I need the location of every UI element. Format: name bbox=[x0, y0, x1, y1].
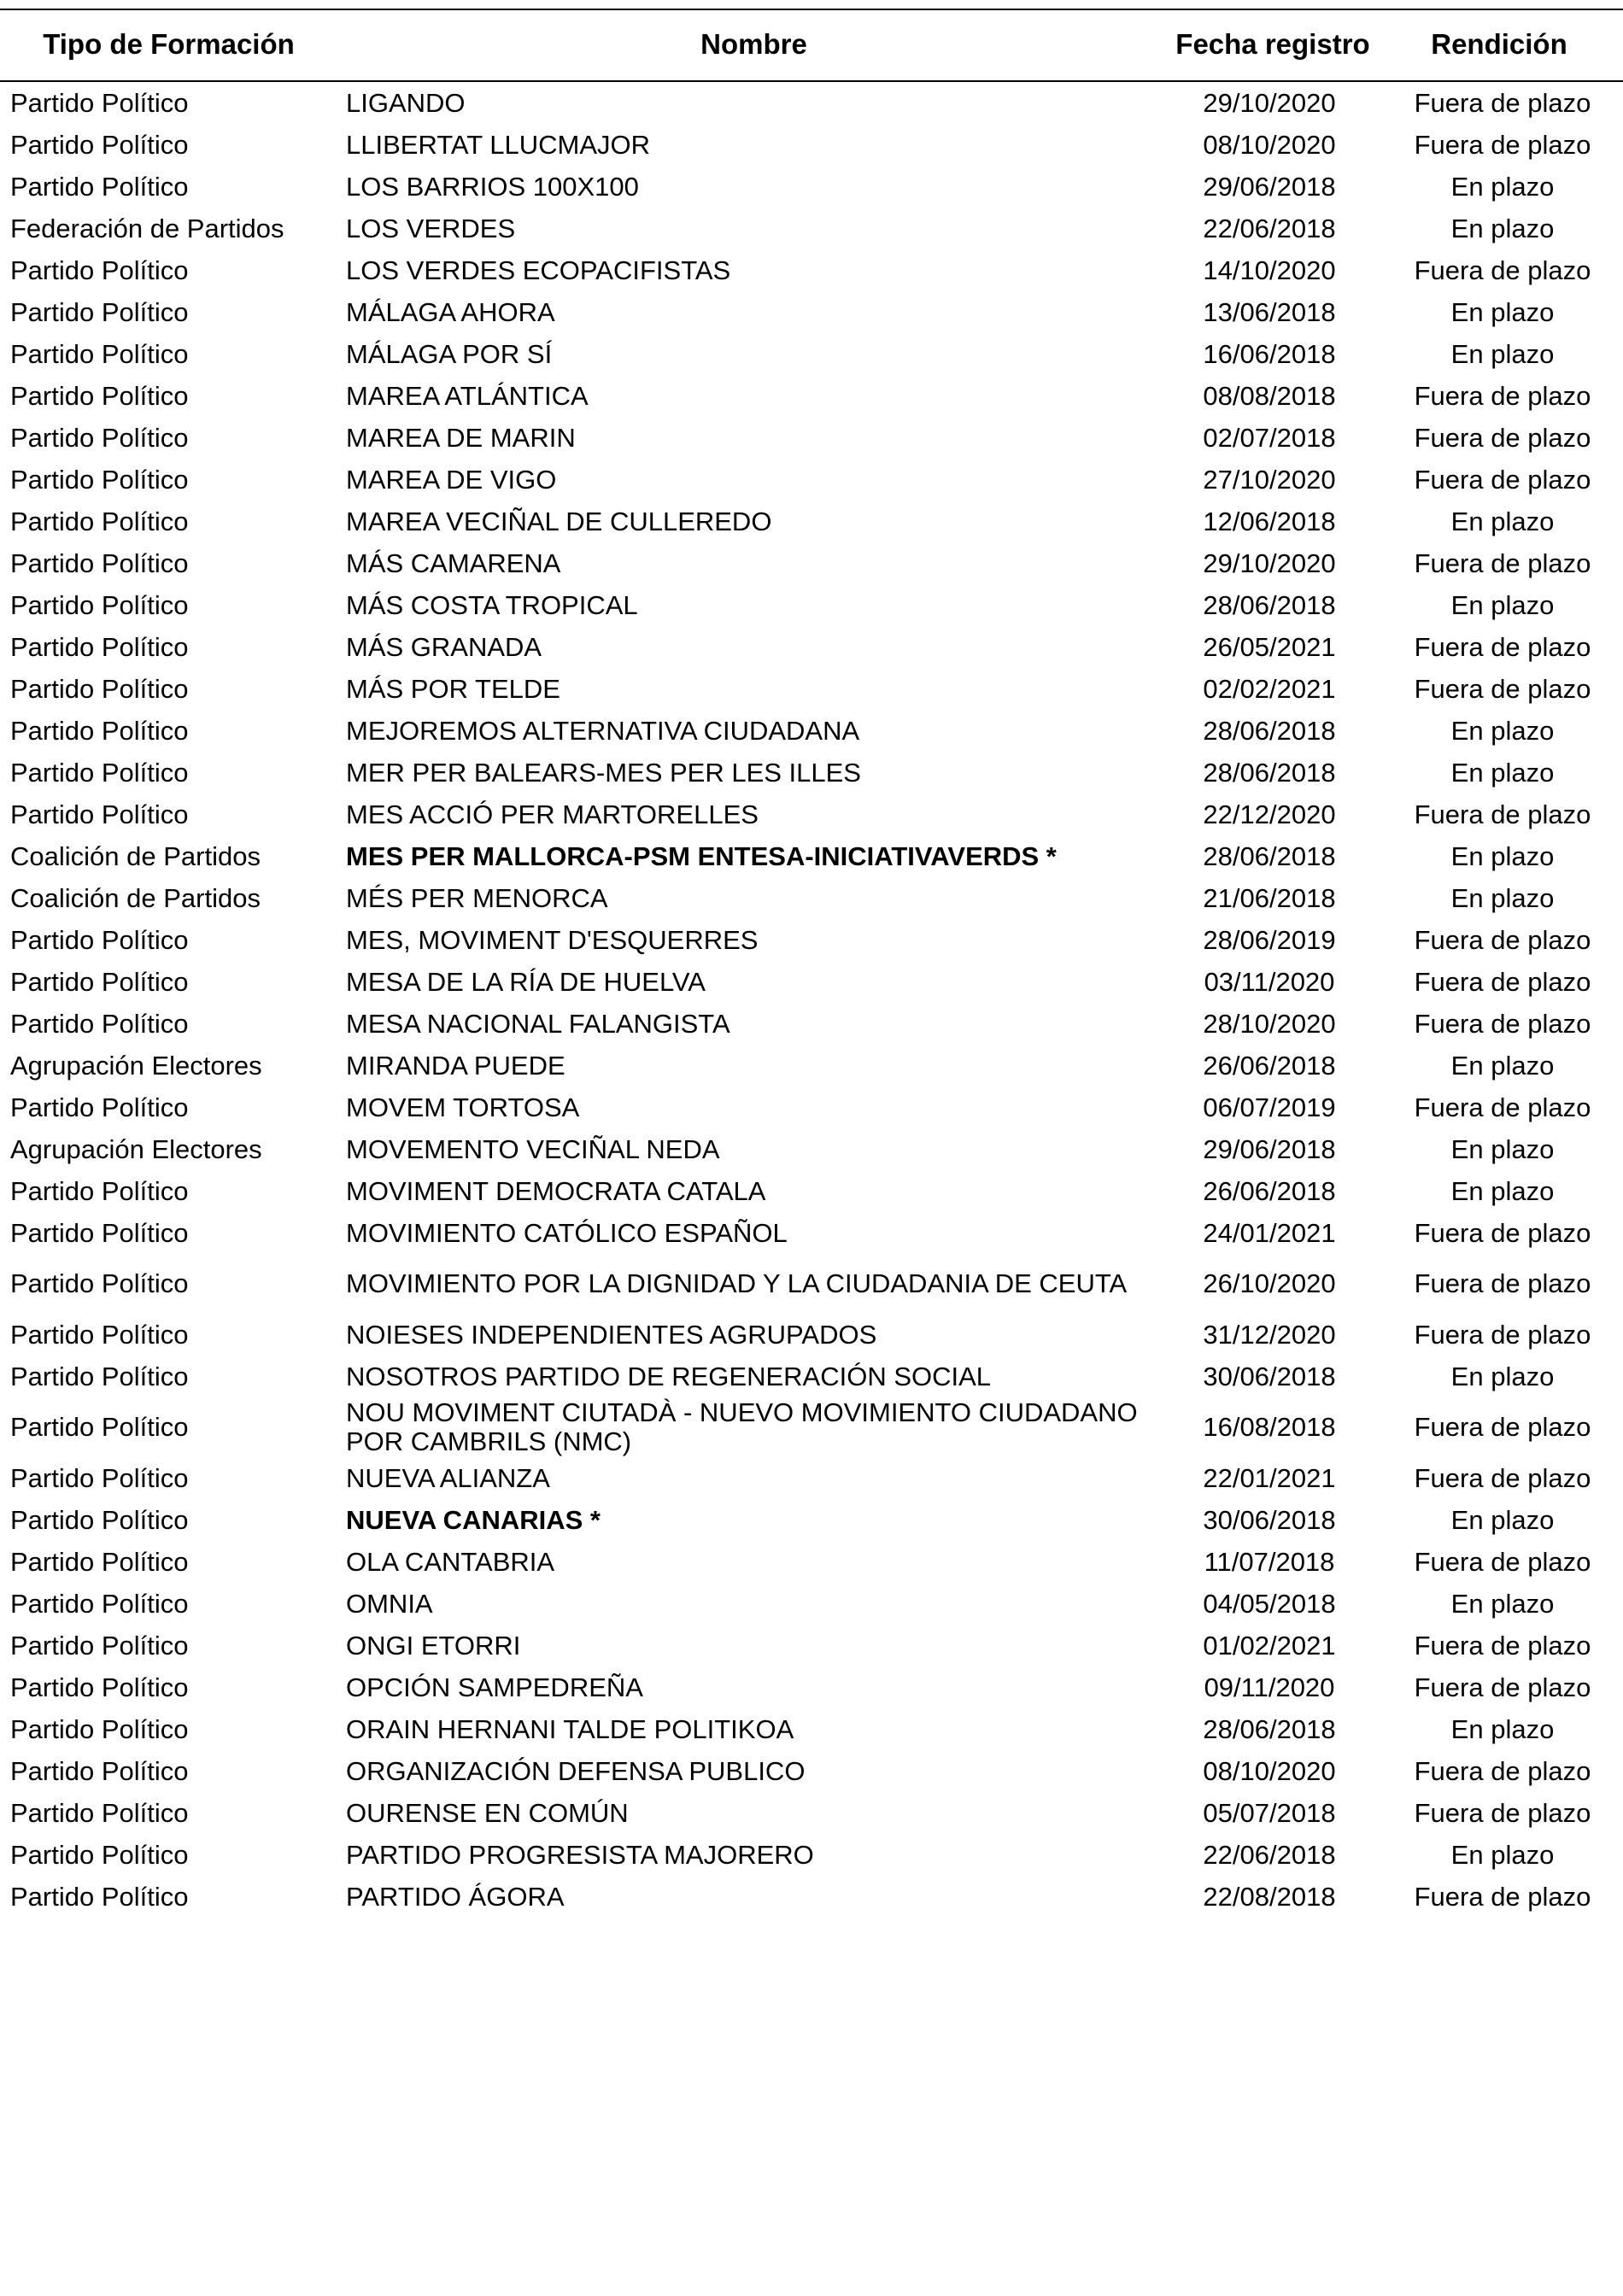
cell-rendicion: En plazo bbox=[1450, 296, 1555, 327]
cell-tipo-formacion: Partido Político bbox=[10, 1175, 189, 1206]
cell-rendicion: Fuera de plazo bbox=[1414, 1268, 1591, 1298]
cell-nombre: MES PER MALLORCA-PSM ENTESA-INICIATIVAVERDS * bbox=[346, 840, 1057, 871]
cell-fecha-registro: 31/12/2020 bbox=[1203, 1319, 1336, 1350]
cell-nombre: MAREA VECIÑAL DE CULLEREDO bbox=[346, 506, 772, 536]
cell-fecha-registro: 12/06/2018 bbox=[1203, 506, 1336, 536]
cell-fecha-registro: 28/06/2018 bbox=[1203, 715, 1336, 746]
table-row bbox=[0, 794, 1623, 835]
formations-table bbox=[0, 9, 1623, 1918]
cell-fecha-registro: 26/05/2021 bbox=[1203, 631, 1336, 662]
cell-rendicion: Fuera de plazo bbox=[1414, 1092, 1591, 1122]
header-rendicion: Rendición bbox=[1375, 9, 1623, 81]
cell-tipo-formacion: Partido Político bbox=[10, 589, 189, 620]
cell-nombre: LOS VERDES bbox=[346, 213, 516, 243]
cell-fecha-registro: 30/06/2018 bbox=[1203, 1504, 1336, 1535]
table-row bbox=[0, 1045, 1623, 1086]
cell-tipo-formacion: Partido Político bbox=[10, 506, 189, 536]
cell-rendicion: En plazo bbox=[1450, 338, 1555, 369]
table-row bbox=[0, 249, 1623, 291]
cell-fecha-registro: 30/06/2018 bbox=[1203, 1361, 1336, 1391]
cell-rendicion: En plazo bbox=[1450, 1133, 1555, 1164]
cell-rendicion: En plazo bbox=[1450, 715, 1555, 746]
cell-fecha-registro: 28/06/2019 bbox=[1203, 924, 1336, 955]
cell-nombre: OPCIÓN SAMPEDREÑA bbox=[346, 1672, 643, 1702]
cell-tipo-formacion: Partido Político bbox=[10, 924, 189, 955]
cell-rendicion: En plazo bbox=[1450, 1713, 1555, 1744]
cell-rendicion: Fuera de plazo bbox=[1414, 631, 1591, 662]
cell-nombre: PARTIDO ÁGORA bbox=[346, 1881, 565, 1912]
cell-nombre: MOVEMENTO VECIÑAL NEDA bbox=[346, 1133, 720, 1164]
cell-rendicion: Fuera de plazo bbox=[1414, 1319, 1591, 1350]
cell-rendicion: Fuera de plazo bbox=[1414, 1672, 1591, 1702]
header-nombre: Nombre bbox=[337, 9, 1170, 81]
table-header-row bbox=[0, 9, 1623, 81]
cell-rendicion: Fuera de plazo bbox=[1414, 548, 1591, 578]
cell-rendicion: Fuera de plazo bbox=[1414, 1755, 1591, 1786]
cell-rendicion: Fuera de plazo bbox=[1414, 380, 1591, 411]
table-row bbox=[0, 1086, 1623, 1128]
cell-fecha-registro: 21/06/2018 bbox=[1203, 882, 1336, 913]
cell-tipo-formacion: Partido Político bbox=[10, 631, 189, 662]
cell-nombre: MOVIMENT DEMOCRATA CATALA bbox=[346, 1175, 766, 1206]
cell-rendicion: Fuera de plazo bbox=[1414, 1630, 1591, 1660]
cell-nombre: ORGANIZACIÓN DEFENSA PUBLICO bbox=[346, 1755, 806, 1786]
cell-fecha-registro: 26/06/2018 bbox=[1203, 1175, 1336, 1206]
cell-tipo-formacion: Partido Político bbox=[10, 1008, 189, 1039]
cell-fecha-registro: 02/02/2021 bbox=[1203, 673, 1336, 704]
cell-rendicion: En plazo bbox=[1450, 506, 1555, 536]
table-row bbox=[0, 1625, 1623, 1666]
cell-tipo-formacion: Partido Político bbox=[10, 1713, 189, 1744]
cell-rendicion: Fuera de plazo bbox=[1414, 87, 1591, 118]
cell-rendicion: En plazo bbox=[1450, 171, 1555, 202]
table-row bbox=[0, 668, 1623, 710]
cell-nombre: MAREA DE MARIN bbox=[346, 422, 576, 453]
cell-tipo-formacion: Partido Político bbox=[10, 673, 189, 704]
cell-fecha-registro: 29/10/2020 bbox=[1203, 87, 1336, 118]
cell-nombre: MÁLAGA AHORA bbox=[346, 296, 555, 327]
table-row bbox=[0, 710, 1623, 752]
cell-fecha-registro: 29/10/2020 bbox=[1203, 548, 1336, 578]
table-row bbox=[0, 584, 1623, 626]
cell-tipo-formacion: Partido Político bbox=[10, 422, 189, 453]
cell-fecha-registro: 16/06/2018 bbox=[1203, 338, 1336, 369]
cell-tipo-formacion: Partido Político bbox=[10, 1319, 189, 1350]
cell-tipo-formacion: Partido Político bbox=[10, 1630, 189, 1660]
cell-fecha-registro: 29/06/2018 bbox=[1203, 171, 1336, 202]
table-row bbox=[0, 626, 1623, 668]
cell-rendicion: En plazo bbox=[1450, 757, 1555, 788]
table-body bbox=[0, 81, 1623, 1918]
cell-fecha-registro: 13/06/2018 bbox=[1203, 296, 1336, 327]
table-row bbox=[0, 1499, 1623, 1541]
table-row bbox=[0, 124, 1623, 166]
cell-nombre: MEJOREMOS ALTERNATIVA CIUDADANA bbox=[346, 715, 860, 746]
cell-fecha-registro: 09/11/2020 bbox=[1204, 1672, 1335, 1702]
cell-nombre: MIRANDA PUEDE bbox=[346, 1050, 565, 1081]
table-row bbox=[0, 1314, 1623, 1356]
cell-nombre: MOVIMIENTO CATÓLICO ESPAÑOL bbox=[346, 1217, 788, 1248]
cell-nombre: PARTIDO PROGRESISTA MAJORERO bbox=[346, 1839, 814, 1870]
cell-rendicion: En plazo bbox=[1450, 1504, 1555, 1535]
cell-tipo-formacion: Partido Político bbox=[10, 757, 189, 788]
cell-rendicion: En plazo bbox=[1450, 1361, 1555, 1391]
cell-tipo-formacion: Partido Político bbox=[10, 338, 189, 369]
table-row bbox=[0, 1583, 1623, 1625]
cell-tipo-formacion: Partido Político bbox=[10, 1412, 189, 1442]
cell-tipo-formacion: Partido Político bbox=[10, 1546, 189, 1577]
cell-fecha-registro: 28/06/2018 bbox=[1203, 840, 1336, 871]
table-row bbox=[0, 835, 1623, 877]
cell-fecha-registro: 08/10/2020 bbox=[1203, 1755, 1336, 1786]
cell-rendicion: En plazo bbox=[1450, 589, 1555, 620]
cell-tipo-formacion: Partido Político bbox=[10, 87, 189, 118]
cell-tipo-formacion: Partido Político bbox=[10, 255, 189, 285]
table-row bbox=[0, 1541, 1623, 1583]
cell-fecha-registro: 22/01/2021 bbox=[1203, 1462, 1336, 1493]
table-row bbox=[0, 375, 1623, 417]
cell-tipo-formacion: Partido Político bbox=[10, 1092, 189, 1122]
cell-nombre: MOVEM TORTOSA bbox=[346, 1092, 580, 1122]
cell-tipo-formacion: Partido Político bbox=[10, 380, 189, 411]
cell-fecha-registro: 03/11/2020 bbox=[1204, 966, 1335, 997]
cell-nombre: MÁS COSTA TROPICAL bbox=[346, 589, 638, 620]
cell-fecha-registro: 16/08/2018 bbox=[1203, 1412, 1336, 1442]
cell-nombre: MÁS POR TELDE bbox=[346, 673, 560, 704]
cell-fecha-registro: 28/06/2018 bbox=[1203, 757, 1336, 788]
table-row bbox=[0, 1834, 1623, 1876]
cell-tipo-formacion: Partido Político bbox=[10, 799, 189, 829]
cell-rendicion: Fuera de plazo bbox=[1414, 255, 1591, 285]
cell-nombre-text: MOVIMIENTO POR LA DIGNIDAD Y LA CIUDADANIA DE CEUTA bbox=[346, 1268, 1128, 1298]
cell-nombre: MESA NACIONAL FALANGISTA bbox=[346, 1008, 730, 1039]
cell-tipo-formacion: Partido Político bbox=[10, 1361, 189, 1391]
cell-rendicion: Fuera de plazo bbox=[1414, 1008, 1591, 1039]
table-row bbox=[0, 1128, 1623, 1170]
cell-fecha-registro: 11/07/2018 bbox=[1204, 1546, 1335, 1577]
cell-nombre: OLA CANTABRIA bbox=[346, 1546, 555, 1577]
table-row bbox=[0, 1876, 1623, 1918]
cell-tipo-formacion: Partido Político bbox=[10, 171, 189, 202]
cell-nombre-text: NOU MOVIMENT CIUTADÀ - NUEVO MOVIMIENTO CIUDADANO POR CAMBRILS (NMC) bbox=[346, 1397, 1138, 1456]
cell-rendicion: Fuera de plazo bbox=[1414, 673, 1591, 704]
table-row bbox=[0, 1003, 1623, 1045]
table-row bbox=[0, 81, 1623, 124]
cell-rendicion: Fuera de plazo bbox=[1414, 799, 1591, 829]
cell-rendicion: Fuera de plazo bbox=[1414, 422, 1591, 453]
cell-tipo-formacion: Federación de Partidos bbox=[10, 213, 284, 243]
cell-rendicion: Fuera de plazo bbox=[1414, 1546, 1591, 1577]
table-row bbox=[0, 291, 1623, 333]
cell-rendicion: Fuera de plazo bbox=[1414, 464, 1591, 495]
cell-fecha-registro: 22/08/2018 bbox=[1203, 1881, 1336, 1912]
cell-rendicion: En plazo bbox=[1450, 213, 1555, 243]
cell-rendicion: En plazo bbox=[1450, 882, 1555, 913]
cell-nombre: NOSOTROS PARTIDO DE REGENERACIÓN SOCIAL bbox=[346, 1361, 992, 1391]
cell-nombre: MÉS PER MENORCA bbox=[346, 882, 608, 913]
cell-fecha-registro: 08/08/2018 bbox=[1203, 380, 1336, 411]
cell-fecha-registro: 24/01/2021 bbox=[1203, 1217, 1336, 1248]
table-row bbox=[0, 1356, 1623, 1397]
cell-rendicion: Fuera de plazo bbox=[1414, 966, 1591, 997]
cell-fecha-registro: 28/06/2018 bbox=[1203, 1713, 1336, 1744]
cell-nombre: OURENSE EN COMÚN bbox=[346, 1797, 629, 1828]
cell-nombre: MÁS GRANADA bbox=[346, 631, 542, 662]
table-row bbox=[0, 1457, 1623, 1499]
cell-tipo-formacion: Partido Político bbox=[10, 1755, 189, 1786]
table-row bbox=[0, 542, 1623, 584]
cell-fecha-registro: 01/02/2021 bbox=[1203, 1630, 1336, 1660]
cell-nombre: LIGANDO bbox=[346, 87, 466, 118]
cell-tipo-formacion: Partido Político bbox=[10, 1504, 189, 1535]
cell-fecha-registro: 02/07/2018 bbox=[1203, 422, 1336, 453]
table-row bbox=[0, 1750, 1623, 1792]
cell-nombre: MAREA ATLÁNTICA bbox=[346, 380, 589, 411]
cell-tipo-formacion: Coalición de Partidos bbox=[10, 882, 261, 913]
cell-rendicion: Fuera de plazo bbox=[1414, 129, 1591, 160]
header-tipo-formacion: Tipo de Formación bbox=[0, 9, 337, 81]
cell-tipo-formacion: Agrupación Electores bbox=[10, 1133, 262, 1164]
cell-tipo-formacion: Agrupación Electores bbox=[10, 1050, 262, 1081]
cell-fecha-registro: 27/10/2020 bbox=[1203, 464, 1336, 495]
cell-tipo-formacion: Partido Político bbox=[10, 1268, 189, 1298]
table-row bbox=[0, 333, 1623, 375]
cell-nombre: MER PER BALEARS-MES PER LES ILLES bbox=[346, 757, 861, 788]
cell-fecha-registro: 06/07/2019 bbox=[1203, 1092, 1336, 1122]
table-row bbox=[0, 1792, 1623, 1834]
table-row bbox=[0, 1708, 1623, 1750]
cell-tipo-formacion: Partido Político bbox=[10, 1797, 189, 1828]
cell-nombre: MÁLAGA POR SÍ bbox=[346, 338, 553, 369]
cell-nombre: MES, MOVIMENT D'ESQUERRES bbox=[346, 924, 759, 955]
cell-tipo-formacion: Partido Político bbox=[10, 129, 189, 160]
cell-fecha-registro: 22/06/2018 bbox=[1203, 1839, 1336, 1870]
cell-fecha-registro: 04/05/2018 bbox=[1203, 1588, 1336, 1619]
cell-rendicion: En plazo bbox=[1450, 1050, 1555, 1081]
cell-tipo-formacion: Partido Político bbox=[10, 966, 189, 997]
cell-tipo-formacion: Partido Político bbox=[10, 1588, 189, 1619]
cell-nombre bbox=[337, 1254, 1170, 1314]
cell-rendicion: En plazo bbox=[1450, 840, 1555, 871]
cell-nombre: LOS VERDES ECOPACIFISTAS bbox=[346, 255, 731, 285]
cell-tipo-formacion: Partido Político bbox=[10, 464, 189, 495]
table-row bbox=[0, 752, 1623, 794]
cell-rendicion: Fuera de plazo bbox=[1414, 1881, 1591, 1912]
cell-tipo-formacion: Partido Político bbox=[10, 1672, 189, 1702]
cell-nombre: OMNIA bbox=[346, 1588, 433, 1619]
cell-tipo-formacion: Partido Político bbox=[10, 1839, 189, 1870]
cell-nombre bbox=[337, 1397, 1170, 1457]
cell-fecha-registro: 05/07/2018 bbox=[1203, 1797, 1336, 1828]
cell-nombre: MESA DE LA RÍA DE HUELVA bbox=[346, 966, 706, 997]
cell-nombre: NUEVA CANARIAS * bbox=[346, 1504, 601, 1535]
cell-rendicion: Fuera de plazo bbox=[1414, 1462, 1591, 1493]
cell-rendicion: En plazo bbox=[1450, 1175, 1555, 1206]
cell-fecha-registro: 22/12/2020 bbox=[1203, 799, 1336, 829]
cell-fecha-registro: 08/10/2020 bbox=[1203, 129, 1336, 160]
cell-tipo-formacion: Partido Político bbox=[10, 296, 189, 327]
cell-tipo-formacion: Partido Político bbox=[10, 548, 189, 578]
cell-fecha-registro: 29/06/2018 bbox=[1203, 1133, 1336, 1164]
cell-tipo-formacion: Partido Político bbox=[10, 1217, 189, 1248]
cell-fecha-registro: 26/06/2018 bbox=[1203, 1050, 1336, 1081]
cell-nombre: LOS BARRIOS 100X100 bbox=[346, 171, 639, 202]
cell-tipo-formacion: Coalición de Partidos bbox=[10, 840, 261, 871]
cell-fecha-registro: 22/06/2018 bbox=[1203, 213, 1336, 243]
cell-nombre: MAREA DE VIGO bbox=[346, 464, 557, 495]
table-row bbox=[0, 459, 1623, 501]
table-row bbox=[0, 501, 1623, 542]
table-row bbox=[0, 919, 1623, 961]
cell-nombre: NOIESES INDEPENDIENTES AGRUPADOS bbox=[346, 1319, 877, 1350]
cell-nombre: ONGI ETORRI bbox=[346, 1630, 521, 1660]
table-row bbox=[0, 1170, 1623, 1212]
cell-nombre: NUEVA ALIANZA bbox=[346, 1462, 550, 1493]
cell-rendicion: Fuera de plazo bbox=[1414, 1797, 1591, 1828]
cell-fecha-registro: 14/10/2020 bbox=[1203, 255, 1336, 285]
cell-rendicion: Fuera de plazo bbox=[1414, 924, 1591, 955]
cell-tipo-formacion: Partido Político bbox=[10, 1881, 189, 1912]
table-row bbox=[0, 877, 1623, 919]
header-fecha-registro: Fecha registro bbox=[1170, 9, 1375, 81]
cell-nombre: LLIBERTAT LLUCMAJOR bbox=[346, 129, 651, 160]
table-row bbox=[0, 208, 1623, 249]
table-row bbox=[0, 1254, 1623, 1314]
cell-nombre: MÁS CAMARENA bbox=[346, 548, 561, 578]
table-row bbox=[0, 961, 1623, 1003]
table-row bbox=[0, 1397, 1623, 1457]
table-row bbox=[0, 1666, 1623, 1708]
cell-rendicion: Fuera de plazo bbox=[1414, 1217, 1591, 1248]
cell-fecha-registro: 28/10/2020 bbox=[1203, 1008, 1336, 1039]
cell-rendicion: En plazo bbox=[1450, 1588, 1555, 1619]
table-row bbox=[0, 1212, 1623, 1254]
cell-tipo-formacion: Partido Político bbox=[10, 715, 189, 746]
cell-tipo-formacion: Partido Político bbox=[10, 1462, 189, 1493]
table-row bbox=[0, 166, 1623, 208]
cell-nombre: ORAIN HERNANI TALDE POLITIKOA bbox=[346, 1713, 794, 1744]
cell-rendicion: En plazo bbox=[1450, 1839, 1555, 1870]
cell-nombre: MES ACCIÓ PER MARTORELLES bbox=[346, 799, 759, 829]
cell-fecha-registro: 26/10/2020 bbox=[1203, 1268, 1336, 1298]
cell-rendicion: Fuera de plazo bbox=[1414, 1412, 1591, 1442]
table-row bbox=[0, 417, 1623, 459]
cell-fecha-registro: 28/06/2018 bbox=[1203, 589, 1336, 620]
